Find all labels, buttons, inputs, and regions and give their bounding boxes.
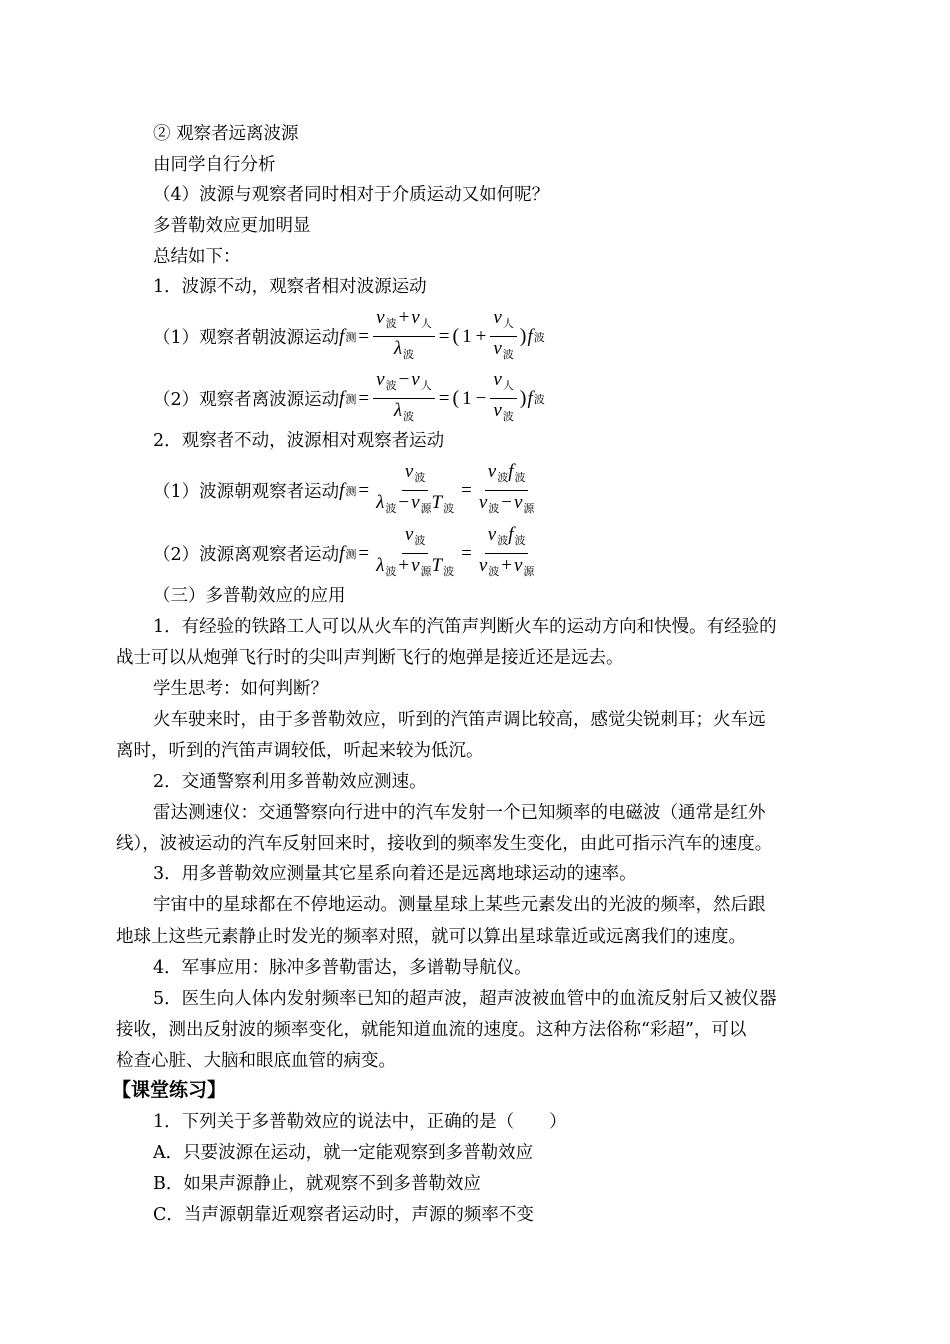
text-line: （4）波源与观察者同时相对于介质运动又如何呢？ [153, 185, 550, 205]
question-text: 1．下列关于多普勒效应的说法中，正确的是（ ） [153, 1112, 567, 1132]
text-line: 多普勒效应更加明显 [153, 216, 311, 236]
text-line: 战士可以从炮弹飞行时的尖叫声判断飞行的炮弹是接近还是远去。 [116, 648, 624, 668]
formula-label: （2）观察者离波源运动 [153, 390, 340, 410]
section-heading: （三）多普勒效应的应用 [153, 586, 346, 606]
formula-label: （1）观察者朝波源运动 [153, 328, 340, 348]
text-line: ② 观察者远离波源 [153, 124, 299, 144]
formula-label: （1）波源朝观察者运动 [153, 482, 340, 502]
text-line: 学生思考：如何判断？ [153, 679, 328, 699]
formula-source-approach: （1）波源朝观察者运动 f 测 = $\frac{v_波}{\lambda_波 - v_源T_波}$ = $\frac{v_波f_波}{v_波 - v_源}$ [153, 461, 535, 515]
text-line: 雷达测速仪：交通警察向行进中的汽车发射一个已知频率的电磁波（通常是红外 [153, 803, 766, 823]
text-line: 线），波被运动的汽车反射回来时，接收到的频率发生变化，由此可指示汽车的速度。 [116, 834, 773, 854]
text-line: 总结如下： [153, 247, 241, 267]
exercise-heading: 【课堂练习】 [112, 1079, 227, 1101]
text-line: 3．用多普勒效应测量其它星系向着还是远离地球运动的速率。 [153, 864, 637, 884]
text-line: 由同学自行分析 [153, 155, 276, 175]
text-line: 地球上这些元素静止时发光的频率对照，就可以算出星球靠近或远离我们的速度。 [116, 927, 746, 947]
text-line: 5．医生向人体内发射频率已知的超声波，超声波被血管中的血流反射后又被仪器 [153, 989, 777, 1009]
text-line: 火车驶来时，由于多普勒效应，听到的汽笛声调比较高，感觉尖锐刺耳；火车远 [153, 710, 766, 730]
text-line: 宇宙中的星球都在不停地运动。测量星球上某些元素发出的光波的频率，然后跟 [153, 895, 766, 915]
text-line: 2．观察者不动，波源相对观察者运动 [153, 431, 445, 451]
text-line: 2．交通警察利用多普勒效应测速。 [153, 772, 427, 792]
option-a: A．只要波源在运动，就一定能观察到多普勒效应 [153, 1143, 534, 1163]
text-line: 离时，听到的汽笛声调较低，听起来较为低沉。 [116, 741, 484, 761]
text-line: 4．军事应用：脉冲多普勒雷达，多谱勒导航仪。 [153, 958, 532, 978]
text-line: 检查心脏、大脑和眼底血管的病变。 [116, 1051, 396, 1071]
formula-source-recede: （2）波源离观察者运动 f 测 = $\frac{v_波}{\lambda_波 + v_源T_波}$ = $\frac{v_波f_波}{v_波 + v_源}$ [153, 524, 535, 578]
text-line: 1．有经验的铁路工人可以从火车的汽笛声判断火车的运动方向和快慢。有经验的 [153, 617, 777, 637]
formula-observer-recede: （2）观察者离波源运动 f 测 = $\frac{v_波 - v_人}{\lambda_波}$ = ( 1 − $\frac{v_人}{v_波}$ ) f 波 [153, 369, 545, 423]
text-line: 1．波源不动，观察者相对波源运动 [153, 277, 427, 297]
option-c: C．当声源朝靠近观察者运动时，声源的频率不变 [153, 1205, 534, 1225]
formula-observer-approach: （1）观察者朝波源运动 f 测 = $\frac{v_波 + v_人}{\lambda_波}$ = ( 1 + $\frac{v_人}{v_波}$ ) f 波 [153, 307, 545, 361]
option-b: B．如果声源静止，就观察不到多普勒效应 [153, 1174, 481, 1194]
text-line: 接收，测出反射波的频率变化，就能知道血流的速度。这种方法俗称“彩超”，可以 [116, 1020, 747, 1040]
formula-label: （2）波源离观察者运动 [153, 545, 340, 565]
